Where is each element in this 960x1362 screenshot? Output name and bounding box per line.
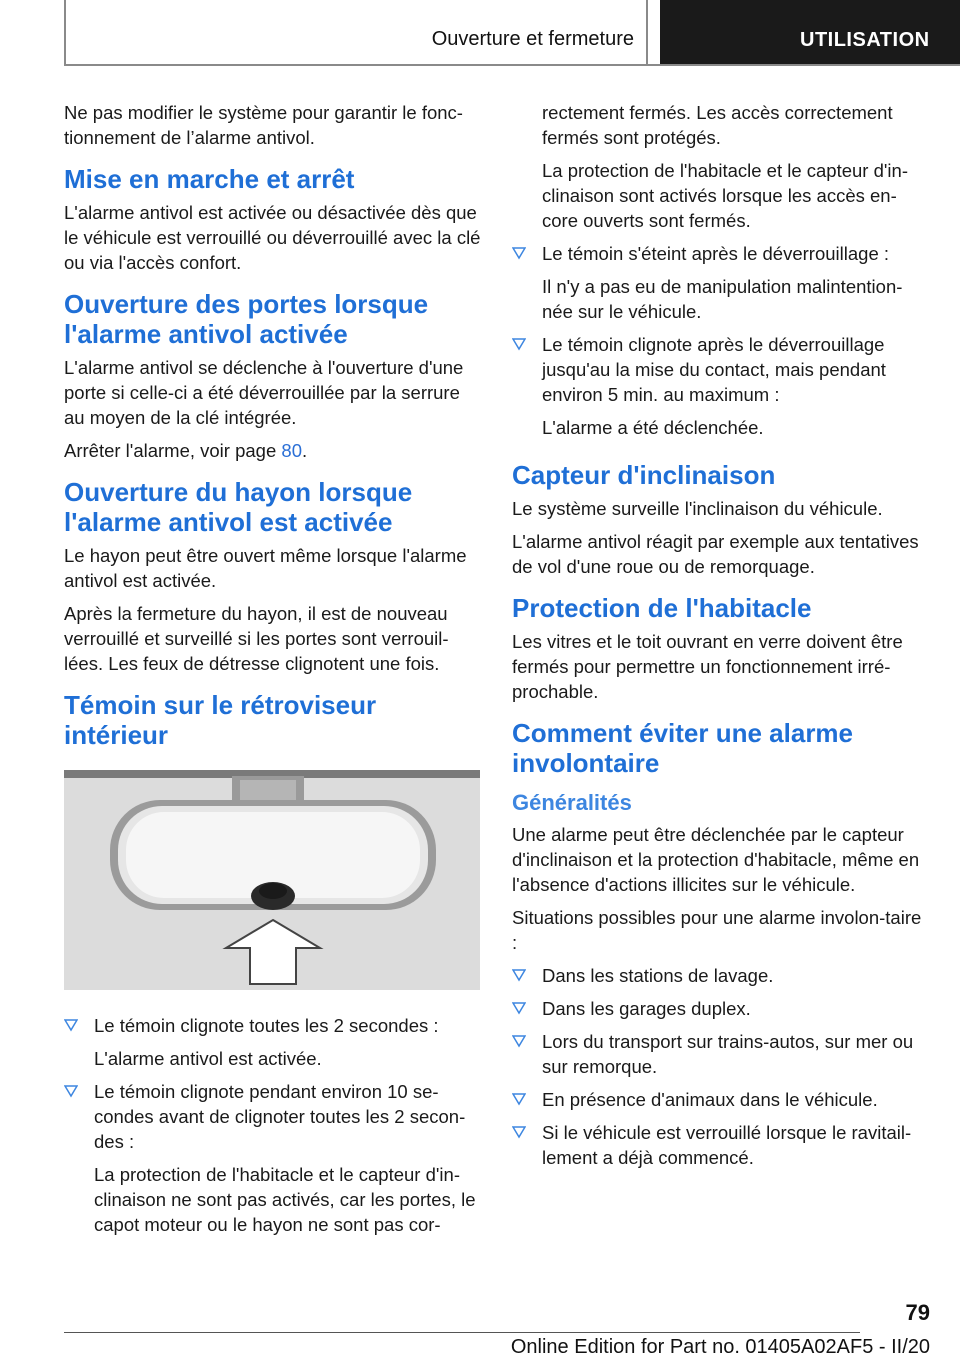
list-item — [512, 1087, 930, 1112]
list-item — [512, 996, 930, 1021]
continued-paragraph: rectement fermés. Les accès correctement fermés sont protégés. — [542, 102, 893, 148]
heading-capteur-inclinaison: Capteur d'inclinaison — [512, 460, 776, 490]
left-column — [64, 100, 482, 1245]
bullet-text: Lors du transport sur trains-autos, sur mer ou sur remorque. — [542, 1031, 914, 1077]
continued-paragraph-2: La protection de l'habitacle et le capteur d'in-clinaison sont activés lorsque les accès en-core ouverts sont fermés. — [542, 160, 908, 231]
bullet-text: En présence d'animaux dans le véhicule. — [542, 1089, 878, 1110]
bullet-text: Le témoin clignote toutes les 2 secondes : — [94, 1015, 439, 1036]
arreter-text: Arrêter l'alarme, voir page — [64, 440, 282, 461]
arreter-suffix: . — [301, 440, 308, 461]
bullet-text: Dans les stations de lavage. — [542, 965, 774, 986]
bullet-subtext: L'alarme a été déclenchée. — [542, 417, 764, 438]
triangle-bullet-icon — [64, 1018, 78, 1032]
heading-ouverture-portes: Ouverture des portes lorsque l'alarme antivol activée — [64, 289, 429, 349]
footer-edition: Online Edition for Part no. 01405A02AF5 - II/20 — [510, 1336, 930, 1358]
bullet-subtext: La protection de l'habitacle et le capteur d'in-clinaison ne sont pas activés, car les portes, le capot moteur ou le hayon ne sont pas cor- — [94, 1164, 476, 1235]
paragraph-ouverture-portes: L'alarme antivol se déclenche à l'ouverture d'une porte si celle-ci a été déverrouillée par la serrure au moyen de la clé intégrée. — [64, 357, 464, 428]
footer-rule — [64, 1332, 860, 1333]
heading-generalites: Généralités — [512, 790, 632, 815]
page-number: 79 — [905, 1300, 930, 1325]
list-item — [512, 1029, 930, 1079]
heading-ouverture-hayon: Ouverture du hayon lorsque l'alarme antivol est activée — [64, 477, 413, 537]
paragraph-generalites-2: Situations possibles pour une alarme involon-taire : — [512, 907, 922, 953]
header-section-tab — [64, 0, 648, 64]
paragraph-arreter-alarme — [64, 438, 482, 463]
right-column — [512, 100, 930, 1178]
temoin-list-right-2 — [512, 332, 930, 407]
bullet-subtext: Il n'y a pas eu de manipulation malintention-née sur le véhicule. — [542, 276, 903, 322]
triangle-bullet-icon — [512, 337, 526, 351]
bullet-text: Dans les garages duplex. — [542, 998, 751, 1019]
temoin-list-left — [64, 1013, 482, 1038]
triangle-bullet-icon — [512, 1001, 526, 1015]
heading-mise-en-marche: Mise en marche et arrêt — [64, 164, 355, 194]
page-reference-link[interactable]: 80 — [281, 440, 302, 461]
list-item — [512, 241, 930, 266]
header-chapter-title: UTILISATION — [800, 29, 930, 51]
bullet-text: Le témoin clignote pendant environ 10 se-condes avant de clignoter toutes les 2 secon-des : — [94, 1081, 466, 1152]
triangle-bullet-icon — [512, 1092, 526, 1106]
heading-temoin-retroviseur: Témoin sur le rétroviseur intérieur — [64, 690, 377, 750]
bullet-text: Le témoin clignote après le déverrouillage jusqu'au la mise du contact, mais pendant environ 5 min. au maximum : — [542, 334, 886, 405]
paragraph-generalites-1: Une alarme peut être déclenchée par le capteur d'inclinaison et la protection d'habitacle, même en l'absence d'actions illicites sur le véhicule. — [512, 824, 920, 895]
paragraph-hayon-1: Le hayon peut être ouvert même lorsque l'alarme antivol est activée. — [64, 545, 467, 591]
triangle-bullet-icon — [64, 1084, 78, 1098]
heading-eviter-alarme: Comment éviter une alarme involontaire — [512, 718, 854, 778]
triangle-bullet-icon — [512, 246, 526, 260]
list-item — [64, 1013, 482, 1038]
triangle-bullet-icon — [512, 968, 526, 982]
list-item — [64, 1079, 482, 1154]
header-rule — [64, 64, 960, 66]
paragraph-capteur-1: Le système surveille l'inclinaison du véhicule. — [512, 498, 883, 519]
paragraph-mise-en-marche: L'alarme antivol est activée ou désactivée dès que le véhicule est verrouillé ou déverrouillé avec la clé ou via l'accès confort. — [64, 202, 481, 273]
paragraph-hayon-2: Après la fermeture du hayon, il est de nouveau verrouillé et surveillé si les portes sont verrouil-lées. Les feux de détresse clignotent une fois. — [64, 603, 449, 674]
paragraph-capteur-2: L'alarme antivol réagit par exemple aux tentatives de vol d'une roue ou de remorquage. — [512, 531, 919, 577]
situations-list — [512, 963, 930, 1170]
bullet-text: Le témoin s'éteint après le déverrouillage : — [542, 243, 890, 264]
list-item — [512, 332, 930, 407]
triangle-bullet-icon — [512, 1034, 526, 1048]
bullet-text: Si le véhicule est verrouillé lorsque le ravitail-lement a déjà commencé. — [542, 1122, 912, 1168]
intro-paragraph: Ne pas modifier le système pour garantir le fonc-tionnement de l’alarme antivol. — [64, 102, 463, 148]
rearview-mirror-illustration — [64, 770, 480, 990]
list-item — [512, 963, 930, 988]
heading-protection-habitacle: Protection de l'habitacle — [512, 593, 812, 623]
bullet-subtext: L'alarme antivol est activée. — [94, 1048, 322, 1069]
header-section-title: Ouverture et fermeture — [431, 28, 634, 50]
header-chapter-tab — [660, 0, 960, 64]
temoin-list-right — [512, 241, 930, 266]
triangle-bullet-icon — [512, 1125, 526, 1139]
list-item — [512, 1120, 930, 1170]
temoin-list-left-2 — [64, 1079, 482, 1154]
paragraph-protection: Les vitres et le toit ouvrant en verre doivent être fermés pour permettre un fonctionnement irré-prochable. — [512, 631, 903, 702]
